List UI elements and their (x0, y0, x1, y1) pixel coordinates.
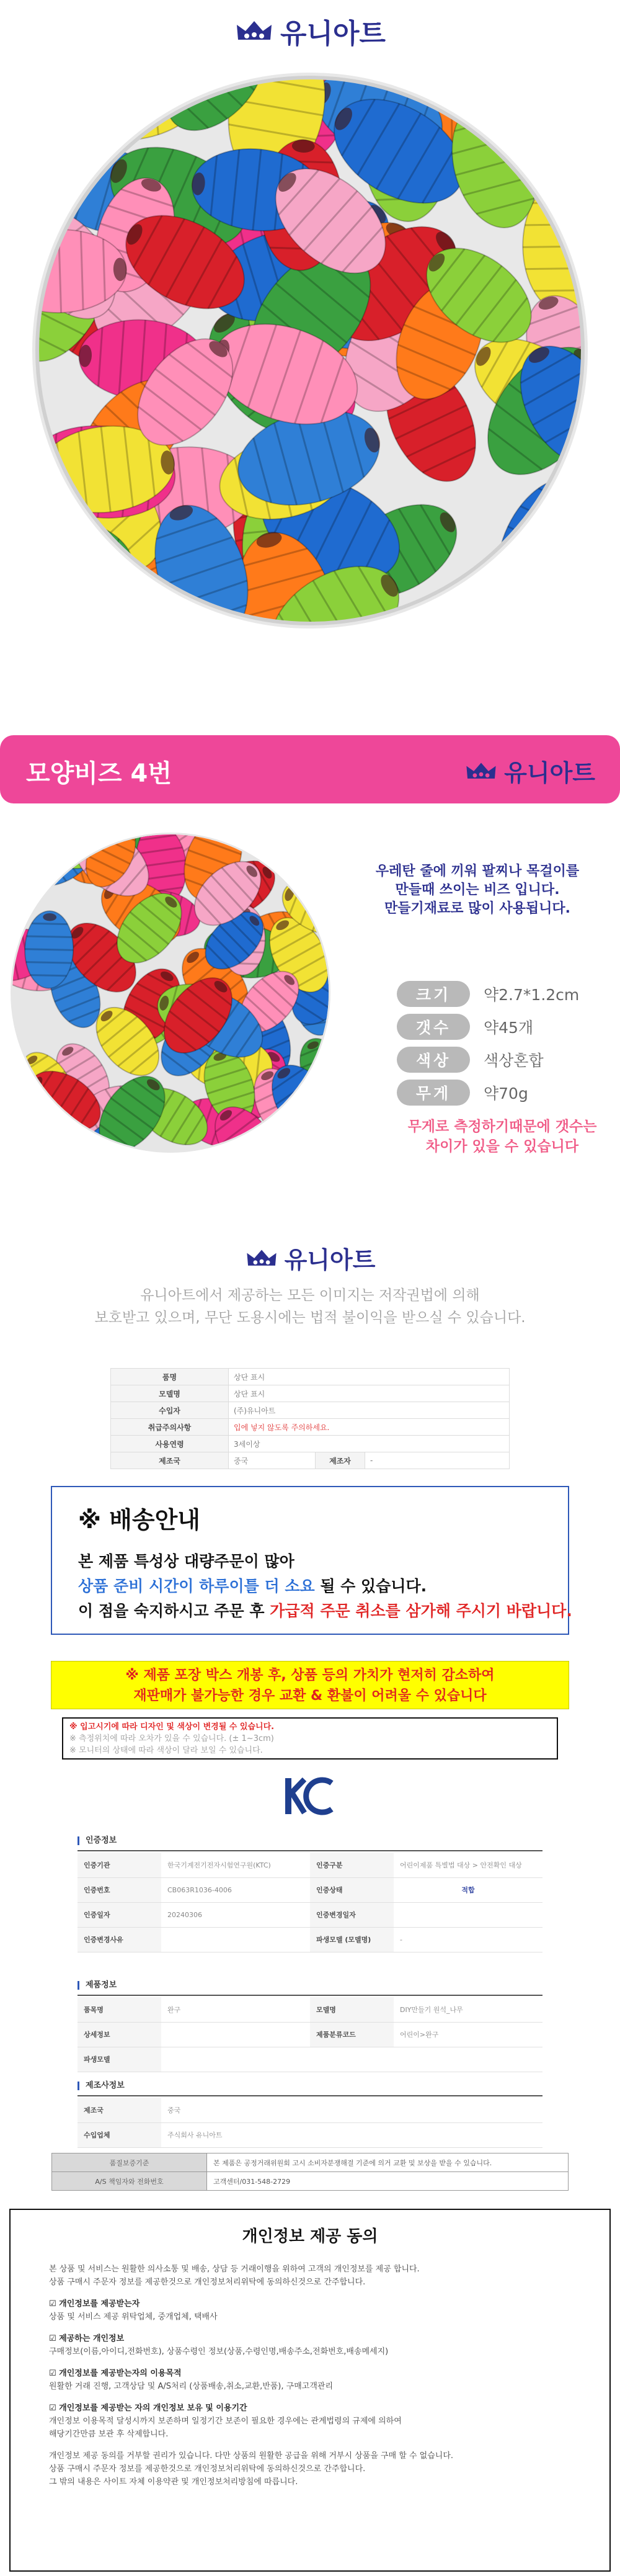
table-row (111, 1402, 510, 1419)
table-key: 제품분류코드 (310, 2022, 394, 2047)
table-value: 중국 (161, 2098, 542, 2122)
table-value: - (394, 1927, 542, 1952)
spec-key: 무게 (397, 1080, 470, 1106)
spec-key: 크기 (397, 981, 470, 1007)
copyright-line: 보호받고 있으며, 무단 도용시에는 법적 불이익을 받으실 수 있습니다. (94, 1310, 526, 1326)
table-row (111, 1385, 510, 1402)
top-logo (0, 11, 620, 51)
spec-value: 약2.7*1.2cm (484, 985, 580, 1004)
refund-notice (51, 1661, 569, 1709)
table-value: 어린이제품 특별법 대상 > 안전확인 대상 (394, 1853, 542, 1877)
table-value: CB063R1036-4006 (161, 1877, 310, 1902)
table-row (78, 1927, 542, 1952)
notice-line: ※ 모니터의 상태에 따라 색상이 달라 보일 수 있습니다. (69, 1746, 263, 1755)
table-key: A/S 책임자와 전화번호 (52, 2172, 207, 2191)
table-value: 본 제품은 공정거래위원회 고시 소비자분쟁해결 기준에 의거 교환 및 보상을 받을 수 있습니다. (207, 2153, 569, 2172)
table-key: 제조국 (78, 2098, 161, 2122)
privacy-text: 상품 구매시 주문자 정보를 제공한것으로 개인정보처리위탁에 동의하신것으로 간주합니다. (49, 2278, 366, 2287)
privacy-section-title: ☑ 개인정보를 제공받는자의 이용목적 (49, 2369, 182, 2378)
table-key: 파생모델 (78, 2047, 161, 2072)
divider (78, 1850, 542, 1851)
warranty-contact-table (51, 2153, 569, 2191)
privacy-text: 개인정보 이용목적 달성시까지 보존하며 일정기간 보존이 필요한 경우에는 관계법령의 규제에 의하여 (49, 2417, 402, 2426)
product-section-title: 제품정보 (78, 1981, 117, 1990)
privacy-section-title: ☑ 개인정보를 제공받는 자의 개인정보 보유 및 이용기간 (49, 2404, 247, 2413)
crown-icon (234, 19, 274, 43)
spec-note-line: 무게로 측정하기때문에 갯수는 (407, 1119, 597, 1135)
table-key: 제조자 (316, 1452, 365, 1469)
spec-note (384, 1117, 620, 1156)
shipping-heading: ※ 배송안내 (78, 1506, 201, 1534)
crown-icon (464, 761, 498, 782)
privacy-text: 상품 구매시 주문자 정보를 제공한것으로 개인정보처리위탁에 동의하신것으로 간주합니다. (49, 2464, 366, 2474)
spec-note-line: 차이가 있을 수 있습니다 (425, 1138, 579, 1155)
brand-name: 유니아트 (504, 759, 595, 787)
divider (78, 2095, 542, 2096)
notice-line: ※ 측정위치에 따라 오차가 있을 수 있습니다. (± 1~3cm) (69, 1734, 274, 1743)
brand-name: 유니아트 (280, 18, 386, 50)
cert-status-value: 적합 (394, 1877, 542, 1902)
table-value: (주)유니아트 (229, 1402, 510, 1419)
privacy-text: 구매정보(이름,아이디,전화번호), 상품수령인 정보(상품,수령인명,배송주소,전화번호,배송메세지) (49, 2347, 389, 2356)
table-value: 완구 (161, 1997, 310, 2022)
table-value: 어린이>완구 (394, 2022, 542, 2047)
table-key: 인증변경일자 (310, 1902, 394, 1927)
table-value: 고객센터/031-548-2729 (207, 2172, 569, 2191)
privacy-text: 해당기간만큼 보관 후 삭제합니다. (49, 2430, 169, 2439)
copyright-line: 유니아트에서 제공하는 모든 이미지는 저작권법에 의해 (140, 1287, 480, 1304)
table-value (394, 1902, 542, 1927)
table-value: 주식회사 유니아트 (161, 2122, 542, 2147)
privacy-consent-box (9, 2209, 611, 2572)
refund-line: ※ 제품 포장 박스 개봉 후, 상품 등의 가치가 현저히 감소하여 (125, 1668, 495, 1683)
table-key: 인증상태 (310, 1877, 394, 1902)
table-key: 인증번호 (78, 1877, 161, 1902)
table-value: 한국기계전기전자시험연구원(KTC) (161, 1853, 310, 1877)
description-line: 만들때 쓰이는 비즈 입니다. (395, 882, 560, 898)
table-value: 20240306 (161, 1902, 310, 1927)
table-key: 사용연령 (111, 1436, 229, 1452)
product-description (347, 862, 608, 918)
shipping-text: 될 수 있습니다. (314, 1577, 427, 1595)
table-value (161, 1927, 310, 1952)
description-line: 우레탄 줄에 끼워 팔찌나 목걸이를 (375, 864, 580, 879)
table-row (78, 1853, 542, 1877)
privacy-text: 그 밖의 내용은 사이트 자체 이용약관 및 개인정보처리방침에 따릅니다. (49, 2477, 298, 2487)
table-key: 수입업체 (78, 2122, 161, 2147)
shipping-line (78, 1574, 427, 1596)
table-key: 품질보증기준 (52, 2153, 207, 2172)
table-value: DIY만들기 원석_나무 (394, 1997, 542, 2022)
hero-beads-image (31, 65, 589, 636)
table-row (52, 2172, 569, 2191)
spec-value: 약70g (484, 1084, 528, 1102)
table-key: 모델명 (310, 1997, 394, 2022)
table-row (78, 1877, 542, 1902)
cert-section-title: 인증정보 (78, 1836, 117, 1845)
table-key: 인증일자 (78, 1902, 161, 1927)
table-value: 3세이상 (229, 1436, 510, 1452)
table-key: 인증구분 (310, 1853, 394, 1877)
table-row (78, 2122, 542, 2147)
table-key: 상세정보 (78, 2022, 161, 2047)
spec-list (397, 977, 608, 1109)
notice-line: ※ 입고시기에 따라 디자인 및 색상이 변경될 수 있습니다. (69, 1722, 275, 1732)
refund-line: 재판매가 불가능한 경우 교환 & 환불이 어려울 수 있습니다 (133, 1688, 487, 1704)
variation-notice (62, 1717, 558, 1760)
middle-logo (0, 1241, 620, 1275)
shipping-highlight: 상품 준비 시간이 하루이틀 더 소요 (78, 1577, 315, 1595)
table-row (111, 1452, 510, 1469)
table-key: 제조국 (111, 1452, 229, 1469)
spec-value: 약45개 (484, 1018, 534, 1037)
divider (78, 1995, 542, 1996)
shipping-line: 본 제품 특성상 대량주문이 많아 (78, 1552, 294, 1570)
shipping-line (78, 1599, 572, 1621)
table-row (78, 2047, 542, 2072)
title-bar-logo (464, 754, 595, 788)
table-row (111, 1369, 510, 1385)
table-row (78, 1997, 542, 2022)
spec-row-weight (397, 1076, 608, 1109)
description-line: 만들기재료로 많이 사용됩니다. (384, 901, 570, 916)
table-value: 상단 표시 (229, 1385, 510, 1402)
product-title: 모양비즈 4번 (26, 759, 172, 788)
bead-48 (9, 1100, 66, 1154)
table-row (111, 1419, 510, 1436)
copyright-notice (0, 1284, 620, 1329)
privacy-heading: 개인정보 제공 동의 (242, 2227, 378, 2246)
privacy-section-title: ☑ 개인정보를 제공받는자 (49, 2299, 140, 2309)
table-value: 입에 넣지 않도록 주의하세요. (229, 1419, 510, 1436)
table-key: 품명 (111, 1369, 229, 1385)
table-value: 중국 (229, 1452, 316, 1469)
brand-name: 유니아트 (284, 1246, 376, 1274)
crown-icon (245, 1248, 278, 1269)
shipping-notice (51, 1486, 572, 1635)
product-info-table (110, 1368, 510, 1469)
table-value (161, 2022, 310, 2047)
product-title-bar (0, 735, 620, 803)
spec-value: 색상혼합 (484, 1051, 544, 1070)
table-row (111, 1436, 510, 1452)
table-key: 품목명 (78, 1997, 161, 2022)
privacy-text: 원활한 거래 진행, 고객상담 및 A/S처리 (상품배송,취소,교환,반품), 구매고객관리 (49, 2382, 333, 2391)
spec-key: 갯수 (397, 1014, 470, 1040)
privacy-text: 본 상품 및 서비스는 원활한 의사소통 및 배송, 상담 등 거래이행을 위하여 고객의 개인정보를 제공 합니다. (49, 2265, 420, 2274)
table-key: 파생모델 (모델명) (310, 1927, 394, 1952)
table-row (78, 2098, 542, 2122)
shipping-highlight: 가급적 주문 취소를 삼가해 주시기 바랍니다. (270, 1602, 572, 1620)
maker-table (78, 2098, 542, 2148)
table-row (52, 2153, 569, 2172)
privacy-text: 개인정보 제공 동의를 거부할 권리가 있습니다. 다만 상품의 원활한 공급을 위해 거부시 상품을 구매 할 수 없습니다. (49, 2451, 454, 2461)
table-value: - (365, 1452, 510, 1469)
table-row (78, 2022, 542, 2047)
shipping-text: 이 점을 숙지하시고 주문 후 (78, 1602, 270, 1620)
kc-mark-icon (283, 1774, 337, 1818)
table-key: 인증기관 (78, 1853, 161, 1877)
table-key: 인증변경사유 (78, 1927, 161, 1952)
privacy-section-title: ☑ 제공하는 개인정보 (49, 2334, 125, 2343)
spec-row-color (397, 1043, 608, 1076)
table-value (161, 2047, 542, 2072)
product-beads-image (9, 831, 332, 1154)
table-key: 취급주의사항 (111, 1419, 229, 1436)
product-table (78, 1997, 542, 2072)
cert-table (78, 1853, 542, 1952)
table-value: 상단 표시 (229, 1369, 510, 1385)
table-key: 수입자 (111, 1402, 229, 1419)
spec-row-size (397, 977, 608, 1010)
spec-row-count (397, 1010, 608, 1043)
spec-key: 색상 (397, 1047, 470, 1073)
table-row (78, 1902, 542, 1927)
maker-section-title: 제조사정보 (78, 2082, 125, 2090)
privacy-text: 상품 및 서비스 제공 위탁업체, 중개업체, 택배사 (49, 2312, 218, 2322)
table-key: 모델명 (111, 1385, 229, 1402)
